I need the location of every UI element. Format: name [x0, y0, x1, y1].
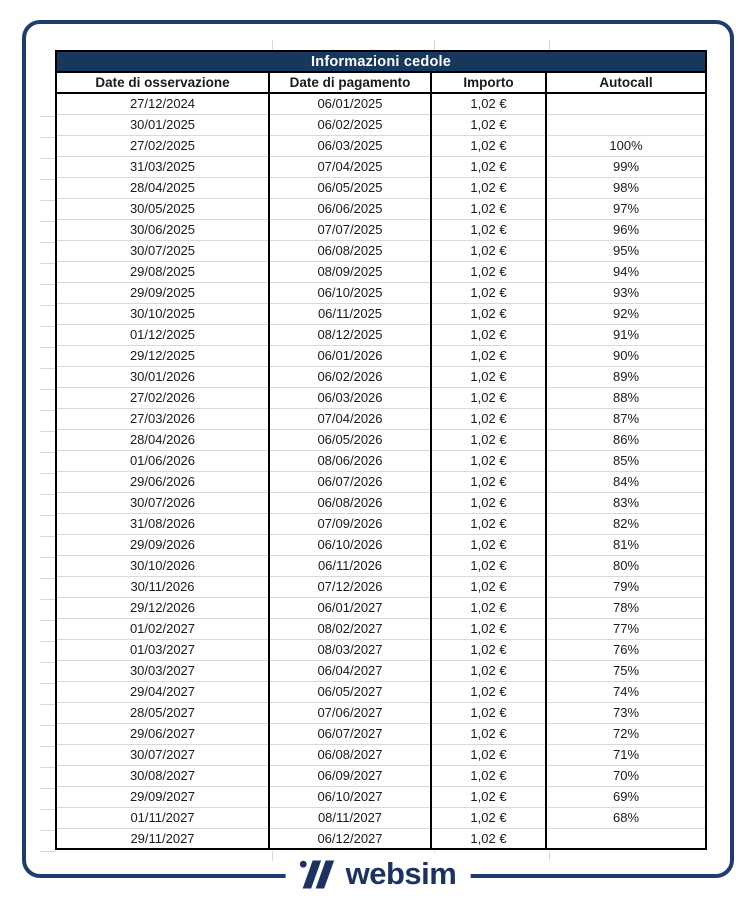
coupon-table [55, 50, 707, 850]
table-cell: 80% [546, 555, 706, 576]
table-cell: 07/09/2026 [269, 513, 431, 534]
table-cell: 30/06/2025 [56, 219, 269, 240]
websim-mark-icon [300, 859, 337, 890]
table-row [56, 282, 706, 303]
table-cell: 06/03/2025 [269, 135, 431, 156]
table-cell: 29/12/2025 [56, 345, 269, 366]
table-row [56, 765, 706, 786]
excel-gridline-stub [434, 40, 435, 50]
table-cell: 87% [546, 408, 706, 429]
table-cell: 06/02/2026 [269, 366, 431, 387]
table-row [56, 786, 706, 807]
table-cell: 85% [546, 450, 706, 471]
column-header-observation-date: Date di osservazione [56, 72, 269, 93]
table-title: Informazioni cedole [56, 51, 706, 72]
table-row [56, 324, 706, 345]
table-cell: 1,02 € [431, 198, 546, 219]
table-cell: 06/10/2025 [269, 282, 431, 303]
table-cell: 69% [546, 786, 706, 807]
table-cell: 31/03/2025 [56, 156, 269, 177]
table-cell: 30/11/2026 [56, 576, 269, 597]
table-cell: 92% [546, 303, 706, 324]
table-cell: 1,02 € [431, 828, 546, 849]
table-cell: 30/01/2025 [56, 114, 269, 135]
table-cell: 29/06/2027 [56, 723, 269, 744]
table-row [56, 492, 706, 513]
table-cell: 1,02 € [431, 492, 546, 513]
table-cell: 1,02 € [431, 219, 546, 240]
table-header-row [56, 72, 706, 93]
table-cell: 89% [546, 366, 706, 387]
table-cell: 29/04/2027 [56, 681, 269, 702]
table-cell: 07/04/2026 [269, 408, 431, 429]
table-row [56, 198, 706, 219]
table-cell: 29/06/2026 [56, 471, 269, 492]
table-row [56, 429, 706, 450]
table-cell: 06/04/2027 [269, 660, 431, 681]
table-cell: 30/10/2026 [56, 555, 269, 576]
table-row [56, 828, 706, 849]
table-cell: 100% [546, 135, 706, 156]
table-row [56, 471, 706, 492]
table-cell: 84% [546, 471, 706, 492]
table-cell: 06/08/2027 [269, 744, 431, 765]
table-cell: 70% [546, 765, 706, 786]
table-cell: 1,02 € [431, 282, 546, 303]
table-cell: 06/08/2025 [269, 240, 431, 261]
table-cell: 77% [546, 618, 706, 639]
table-cell: 01/12/2025 [56, 324, 269, 345]
table-cell: 06/11/2026 [269, 555, 431, 576]
table-cell: 01/02/2027 [56, 618, 269, 639]
table-cell: 29/12/2026 [56, 597, 269, 618]
table-cell: 06/11/2025 [269, 303, 431, 324]
table-cell: 06/02/2025 [269, 114, 431, 135]
table-cell: 29/11/2027 [56, 828, 269, 849]
excel-gridline-stub [272, 851, 273, 861]
table-cell: 86% [546, 429, 706, 450]
table-cell: 1,02 € [431, 618, 546, 639]
table-row [56, 702, 706, 723]
table-cell: 1,02 € [431, 786, 546, 807]
websim-logo [286, 853, 471, 895]
table-cell: 1,02 € [431, 387, 546, 408]
table-cell: 01/11/2027 [56, 807, 269, 828]
table-cell: 82% [546, 513, 706, 534]
table-cell: 06/10/2026 [269, 534, 431, 555]
table-cell: 30/01/2026 [56, 366, 269, 387]
content-card [22, 20, 734, 891]
coupon-table-body [56, 93, 706, 849]
table-cell: 94% [546, 261, 706, 282]
table-cell: 88% [546, 387, 706, 408]
table-row [56, 219, 706, 240]
table-cell: 06/08/2026 [269, 492, 431, 513]
table-cell: 1,02 € [431, 765, 546, 786]
table-row [56, 576, 706, 597]
table-row [56, 450, 706, 471]
table-cell: 27/12/2024 [129, 96, 196, 112]
table-cell: 1,02 € [431, 114, 546, 135]
table-cell: 06/05/2025 [269, 177, 431, 198]
table-cell: 72% [546, 723, 706, 744]
table-cell: 29/09/2025 [56, 282, 269, 303]
excel-gridline-stubs-left [40, 96, 56, 852]
table-cell: 07/06/2027 [269, 702, 431, 723]
table-cell: 1,02 € [431, 702, 546, 723]
table-cell: 08/12/2025 [269, 324, 431, 345]
table-cell [546, 828, 706, 849]
table-cell: 1,02 € [431, 408, 546, 429]
table-row [56, 681, 706, 702]
table-row [56, 366, 706, 387]
table-cell: 1,02 € [431, 177, 546, 198]
table-cell: 28/04/2026 [56, 429, 269, 450]
table-cell: 1,02 € [431, 135, 546, 156]
table-cell: 1,02 € [431, 660, 546, 681]
table-cell: 06/05/2026 [269, 429, 431, 450]
table-cell: 1,02 € [431, 744, 546, 765]
table-row [56, 303, 706, 324]
table-cell: 30/07/2027 [56, 744, 269, 765]
table-cell: 06/01/2027 [269, 597, 431, 618]
table-cell: 27/02/2025 [56, 135, 269, 156]
table-cell: 93% [546, 282, 706, 303]
column-header-amount: Importo [431, 72, 546, 93]
table-cell: 07/12/2026 [269, 576, 431, 597]
table-cell: 1,02 € [431, 429, 546, 450]
table-cell: 97% [546, 198, 706, 219]
table-cell: 1,02 € [431, 324, 546, 345]
table-cell: 06/06/2025 [269, 198, 431, 219]
table-row [56, 744, 706, 765]
table-cell: 28/04/2025 [56, 177, 269, 198]
table-cell: 01/06/2026 [56, 450, 269, 471]
table-row [56, 114, 706, 135]
table-cell: 1,02 € [431, 450, 546, 471]
excel-gridline-stub [549, 851, 550, 861]
table-cell [546, 114, 706, 135]
table-cell: 74% [546, 681, 706, 702]
table-cell: 06/12/2027 [269, 828, 431, 849]
table-row [56, 555, 706, 576]
table-row [56, 660, 706, 681]
table-cell: 30/05/2025 [56, 198, 269, 219]
table-cell: 90% [546, 345, 706, 366]
table-cell: 83% [546, 492, 706, 513]
table-cell: 1,02 € [431, 513, 546, 534]
table-cell: 1,02 € [431, 93, 546, 114]
table-row [56, 261, 706, 282]
table-cell: 1,02 € [431, 345, 546, 366]
table-cell: 1,02 € [431, 576, 546, 597]
table-row [56, 534, 706, 555]
table-cell: 1,02 € [431, 807, 546, 828]
table-row [56, 135, 706, 156]
table-row [56, 807, 706, 828]
table-row [56, 345, 706, 366]
table-row [56, 240, 706, 261]
table-cell: 1,02 € [431, 240, 546, 261]
table-row [56, 639, 706, 660]
table-cell: 08/06/2026 [269, 450, 431, 471]
table-cell: 31/08/2026 [56, 513, 269, 534]
table-cell: 08/02/2027 [269, 618, 431, 639]
table-cell: 1,02 € [431, 534, 546, 555]
table-cell: 30/10/2025 [56, 303, 269, 324]
table-row [56, 597, 706, 618]
table-row [56, 723, 706, 744]
table-cell: 06/03/2026 [269, 387, 431, 408]
table-title-row [56, 51, 706, 72]
table-cell: 98% [546, 177, 706, 198]
table-cell: 71% [546, 744, 706, 765]
table-cell: 30/07/2026 [56, 492, 269, 513]
table-cell: 1,02 € [431, 261, 546, 282]
table-cell: 30/08/2027 [56, 765, 269, 786]
excel-gridline-stub [272, 40, 273, 50]
table-cell: 1,02 € [431, 156, 546, 177]
table-row [56, 408, 706, 429]
table-cell: 29/09/2026 [56, 534, 269, 555]
table-cell: 1,02 € [431, 555, 546, 576]
table-cell: 30/07/2025 [56, 240, 269, 261]
table-cell: 07/07/2025 [269, 219, 431, 240]
excel-gridline-stub [549, 40, 550, 50]
table-cell: 06/07/2027 [269, 723, 431, 744]
table-cell: 1,02 € [431, 681, 546, 702]
table-cell: 1,02 € [431, 471, 546, 492]
coupon-table-container [55, 50, 705, 850]
table-cell: 96% [546, 219, 706, 240]
table-cell: 08/11/2027 [269, 807, 431, 828]
column-header-autocall: Autocall [546, 72, 706, 93]
table-row [56, 618, 706, 639]
table-cell: 91% [546, 324, 706, 345]
table-cell: 76% [546, 639, 706, 660]
table-cell: 29/09/2027 [56, 786, 269, 807]
table-cell: 06/07/2026 [269, 471, 431, 492]
table-cell: 27/03/2026 [56, 408, 269, 429]
table-cell: 1,02 € [431, 723, 546, 744]
table-cell: 06/09/2027 [269, 765, 431, 786]
table-cell: 07/04/2025 [269, 156, 431, 177]
table-cell: 06/10/2027 [269, 786, 431, 807]
table-cell: 29/08/2025 [56, 261, 269, 282]
table-cell: 06/05/2027 [269, 681, 431, 702]
table-cell: 1,02 € [431, 366, 546, 387]
table-cell: 79% [546, 576, 706, 597]
table-cell: 06/01/2025 [269, 93, 431, 114]
table-cell: 95% [546, 240, 706, 261]
table-cell: 28/05/2027 [56, 702, 269, 723]
table-cell: 78% [546, 597, 706, 618]
table-cell: 99% [546, 156, 706, 177]
table-row [56, 177, 706, 198]
table-cell: 68% [546, 807, 706, 828]
table-cell: 73% [546, 702, 706, 723]
table-cell: 30/03/2027 [56, 660, 269, 681]
table-cell: 1,02 € [431, 303, 546, 324]
table-cell [546, 93, 706, 114]
table-row [56, 387, 706, 408]
websim-wordmark: websim [345, 855, 457, 891]
table-row [56, 513, 706, 534]
column-header-payment-date: Date di pagamento [269, 72, 431, 93]
table-cell: 81% [546, 534, 706, 555]
table-cell: 1,02 € [431, 597, 546, 618]
table-cell: 75% [546, 660, 706, 681]
table-cell: 01/03/2027 [56, 639, 269, 660]
table-cell: 1,02 € [431, 639, 546, 660]
table-row [56, 156, 706, 177]
table-cell: 08/03/2027 [269, 639, 431, 660]
table-row [56, 93, 706, 114]
table-cell: 27/02/2026 [56, 387, 269, 408]
table-cell: 06/01/2026 [269, 345, 431, 366]
table-cell: 08/09/2025 [269, 261, 431, 282]
